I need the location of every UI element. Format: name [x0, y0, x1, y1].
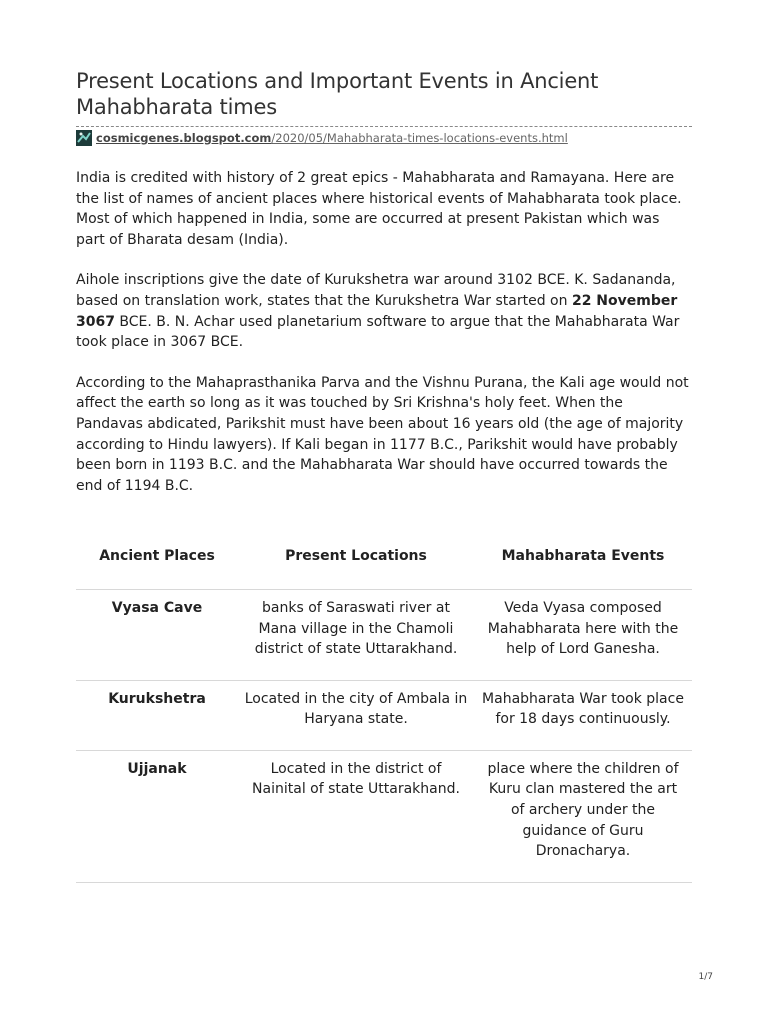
table-header-ancient-places: Ancient Places — [76, 534, 238, 589]
table-cell-place: Vyasa Cave — [76, 589, 238, 680]
paragraph-dating — [76, 270, 692, 352]
paragraph-dating-start: Aihole inscriptions give the date of Kurukshetra war around 3102 BCE. K. Sadananda, based on translation work, states that the Kurukshetra War started on — [76, 272, 676, 309]
paragraph-dating-end: BCE. B. N. Achar used planetarium software to argue that the Mahabharata War took place in 3067 BCE. — [76, 313, 680, 351]
table-cell-event: Mahabharata War took place for 18 days continuously. — [474, 680, 692, 750]
paragraph-kali-age: According to the Mahaprasthanika Parva and the Vishnu Purana, the Kali age would not affect the earth so long as it was touched by Sri Krishna's holy feet. When the Pandavas abdicated, Parikshit must have been about 16 years old (the age of majority according to Hindu lawyers). If Kali began in 1177 B.C., Parikshit would have probably been born in 1193 B.C. and the Mahabharata War should have occurred towards the end of 1194 B.C. — [76, 374, 689, 494]
table-cell-location: Located in the city of Ambala in Haryana state. — [238, 680, 474, 750]
table-row — [76, 750, 692, 882]
table-header-present-locations: Present Locations — [238, 534, 474, 589]
site-favicon-icon — [76, 130, 92, 146]
table-cell-location: Located in the district of Nainital of state Uttarakhand. — [238, 750, 474, 882]
table-row — [76, 680, 692, 750]
locations-table — [76, 534, 692, 883]
table-cell-place: Kurukshetra — [76, 680, 238, 750]
table-header-mahabharata-events: Mahabharata Events — [474, 534, 692, 589]
source-link[interactable] — [76, 126, 692, 146]
page-title: Present Locations and Important Events in Ancient Mahabharata times — [76, 69, 599, 119]
table-header-row — [76, 534, 692, 589]
table-cell-event: Veda Vyasa composed Mahabharata here with the help of Lord Ganesha. — [474, 589, 692, 680]
article — [76, 68, 692, 883]
table-cell-location: banks of Saraswati river at Mana village in the Chamoli district of state Uttarakhand. — [238, 589, 474, 680]
paragraph-dating-bold-date: 22 November 3067 — [76, 292, 678, 330]
source-domain[interactable]: cosmicgenes.blogspot.com — [96, 131, 272, 145]
page-number: 1/7 — [698, 972, 713, 982]
table-cell-place: Ujjanak — [76, 750, 238, 882]
table-cell-event: place where the children of Kuru clan mastered the art of archery under the guidance of Guru Dronacharya. — [474, 750, 692, 882]
source-path[interactable]: /2020/05/Mahabharata-times-locations-events.html — [271, 131, 568, 145]
paragraph-intro: India is credited with history of 2 great epics - Mahabharata and Ramayana. Here are the list of names of ancient places where historical events of Mahabharata took place. Most of which happened in India, some are occurred at present Pakistan which was part of Bharata desam (India). — [76, 170, 682, 248]
table-row — [76, 589, 692, 680]
